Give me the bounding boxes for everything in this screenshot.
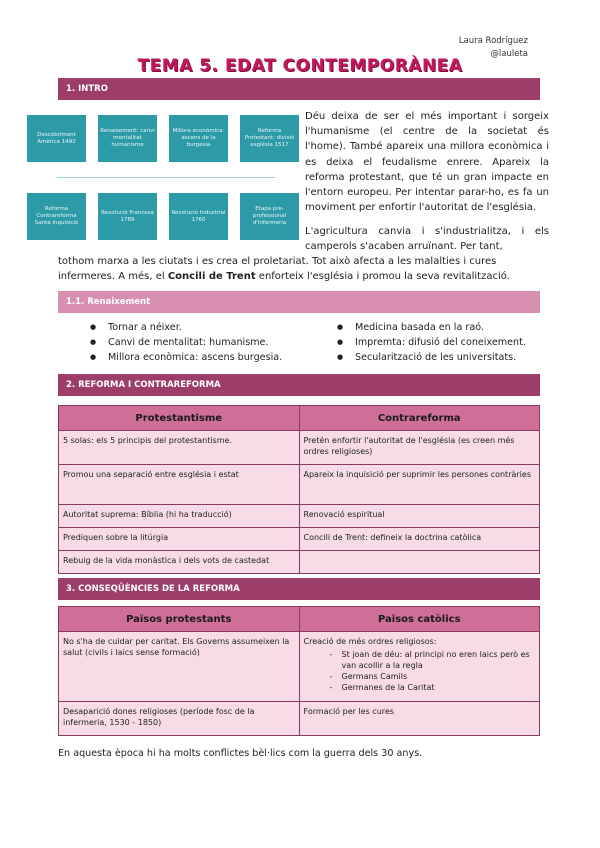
table-cell: Autoritat suprema: Bíblia (hi ha traducció) (59, 505, 300, 528)
catholic-orders-list (304, 649, 536, 693)
list-item: - St joan de déu: al principi no eren laics però es van acollir a la regla (342, 649, 536, 671)
list-item: - Germans Camils (342, 671, 536, 682)
list-item: - Germanes de la Caritat (342, 682, 536, 693)
timeline-box: Millora econòmica: ascens de la burgesia (169, 115, 228, 162)
author-handle: @lauleta (490, 49, 528, 59)
table-row (59, 465, 540, 505)
intro-paragraph-2: L'agricultura canvia i s'industrialitza, i els camperols s'acaben arruïnant. Per tant, (305, 226, 549, 253)
table-header: Països catòlics (299, 607, 540, 632)
list-item: ● Canvi de mentalitat: humanisme. (90, 335, 282, 350)
intro-paragraph-1: Déu deixa de ser el més important i sorgeix l'humanisme (el centre de la societat és l'home). També apareix una millora econòmica i es deixa el feudalisme enrere. Apareix la reforma protestant, que té un gran impacte en l'entorn europeu. Per intentar parar-ho, es fa un moviment per enfortir l'autoritat de l'església. (305, 111, 549, 214)
list-item: ● Secularització de les universitats. (337, 350, 526, 365)
timeline-diagram (27, 115, 299, 250)
table-cell: No s'ha de cuidar per caritat. Els Governs assumeixen la salut (civils i laics sense formació) (59, 632, 300, 702)
table-row (59, 528, 540, 551)
table-cell: Prediquen sobre la litúrgia (59, 528, 300, 551)
table-cell: Creació de més ordres religiosos: - St joan de déu: al principi no eren laics però es van acollir a la regla - Germans Camils - Germanes de la Caritat (299, 632, 540, 702)
intro-paragraph-2-cont: tothom marxa a les ciutats i es crea el proletariat. Tot això afecta a les malalties i cures (58, 256, 497, 267)
list-item: ● Impremta: difusió del coneixement. (337, 335, 526, 350)
table-cell: Renovació espiritual (299, 505, 540, 528)
timeline-box: Revolució Francesa 1789 (98, 193, 157, 240)
table-row (59, 702, 540, 736)
table-row (59, 551, 540, 574)
section-intro-heading: 1. INTRO (58, 78, 540, 100)
table-row (59, 505, 540, 528)
author-name: Laura Rodríguez (458, 36, 528, 46)
renaixement-list-left (90, 320, 282, 365)
section-reforma-heading: 2. REFORMA I CONTRAREFORMA (58, 374, 540, 396)
table-cell: Rebuig de la vida monàstica i dels vots de castedat (59, 551, 300, 574)
reforma-table (58, 405, 540, 574)
timeline-box: Reforma Contrareforma Santa Inquisició (27, 193, 86, 240)
renaixement-list-right (337, 320, 526, 365)
timeline-box: Renaixement: canvi mentalitat humanisme (98, 115, 157, 162)
timeline-box: Etapa pre-professional d'infermeria (240, 193, 299, 240)
section-renaixement-heading: 1.1. Renaixement (58, 291, 540, 313)
section-consequencies-heading: 3. CONSEQÜÈNCIES DE LA REFORMA (58, 578, 540, 600)
table-header: Protestantisme (59, 406, 300, 431)
timeline-connector (57, 177, 275, 178)
table-cell: Desaparició dones religioses (període fosc de la infermeria, 1530 - 1850) (59, 702, 300, 736)
table-header: Contrareforma (299, 406, 540, 431)
footer-note: En aquesta època hi ha molts conflictes bèl·lics com la guerra dels 30 anys. (58, 748, 423, 759)
concili-trent-term: Concili de Trent (167, 271, 256, 282)
table-cell (299, 551, 540, 574)
timeline-box: Reforma Protestant: divisió església 1517 (240, 115, 299, 162)
table-cell: Formació per les cures (299, 702, 540, 736)
consequencies-table (58, 606, 540, 736)
table-header: Països protestants (59, 607, 300, 632)
list-item: ● Tornar a néixer. (90, 320, 282, 335)
timeline-box: Descobriment Amèrica 1492 (27, 115, 86, 162)
list-item: ● Millora econòmica: ascens burgesia. (90, 350, 282, 365)
table-cell: Pretén enfortir l'autoritat de l'església (es creen més ordres religioses) (299, 431, 540, 465)
table-cell: Apareix la inquisició per suprimir les persones contràries (299, 465, 540, 505)
table-cell: Promou una separació entre església i estat (59, 465, 300, 505)
page-title: TEMA 5. EDAT CONTEMPORÀNEA (137, 56, 463, 76)
table-row (59, 431, 540, 465)
table-cell: 5 solas: els 5 principis del protestantisme. (59, 431, 300, 465)
timeline-box: Revolució Industrial 1760 (169, 193, 228, 240)
intro-paragraph-2-end: infermeres. A més, el Concili de Trent enforteix l'església i promou la seva revitalització. (58, 271, 510, 282)
table-row (59, 632, 540, 702)
table-cell: Concili de Trent: defineix la doctrina catòlica (299, 528, 540, 551)
list-item: ● Medicina basada en la raó. (337, 320, 526, 335)
